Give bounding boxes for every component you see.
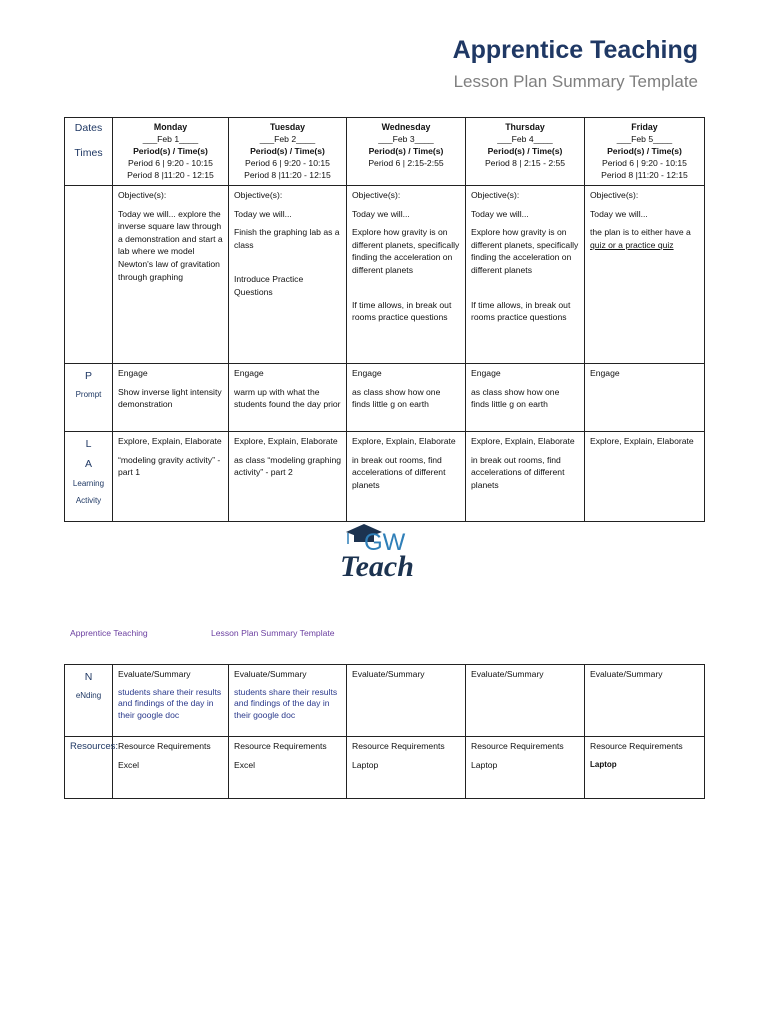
resource-text: Excel — [118, 759, 140, 770]
ending-label: Evaluate/Summary — [471, 669, 544, 679]
tuesday-prompt — [229, 364, 347, 432]
prompt-letter: P — [84, 370, 92, 382]
ending-label: Evaluate/Summary — [590, 669, 663, 679]
learning-activity-label-cell — [65, 432, 113, 522]
tuesday-header — [229, 118, 347, 186]
friday-activity — [585, 432, 705, 522]
monday-header — [113, 118, 229, 186]
wednesday-prompt — [347, 364, 466, 432]
prompt-label: Engage — [118, 368, 148, 378]
resource-text: Laptop — [352, 759, 379, 770]
prompt-text: warm up with what the students found the day prior — [234, 386, 341, 410]
activity-text: in break out rooms, find accelerations of different planets — [471, 454, 565, 490]
lesson-plan-table-continued — [64, 664, 705, 799]
monday-activity — [113, 432, 229, 522]
resource-text: Laptop — [471, 759, 498, 770]
ending-label: Evaluate/Summary — [118, 669, 191, 679]
document-subtitle: Lesson Plan Summary Template — [453, 72, 698, 91]
activity-label: Explore, Explain, Elaborate — [118, 436, 222, 446]
activity-text: in break out rooms, find accelerations of different planets — [352, 454, 446, 490]
objective-text: Today we will... — [352, 208, 410, 219]
friday-resources — [585, 737, 705, 799]
monday-objective — [113, 186, 229, 364]
objective-detail: If time allows, in break out rooms practice questions — [471, 299, 571, 323]
ending-text: students share their results and findings of the day in their google doc — [234, 686, 338, 720]
resource-label: Resource Requirements — [590, 741, 683, 751]
objective-text: Today we will... — [234, 208, 292, 219]
prompt-label: Engage — [471, 368, 501, 378]
objective-detail: Explore how gravity is on different planets, specifically finding the acceleration on different planets — [471, 227, 579, 275]
learning-letter-a: A — [84, 457, 92, 470]
prompt-label: Engage — [590, 368, 620, 378]
period-line: Period 6 | 9:20 - 10:15 — [602, 158, 687, 168]
ending-word: eNding — [75, 690, 102, 700]
objective-detail: Finish the graphing lab as a class — [234, 227, 340, 250]
dates-times-row — [65, 118, 705, 186]
gw-teach-logo — [338, 520, 438, 582]
resource-label: Resource Requirements — [471, 741, 564, 751]
thursday-objective — [466, 186, 585, 364]
dates-times-label-cell — [65, 118, 113, 186]
monday-ending — [113, 665, 229, 737]
day-name: Wednesday — [381, 122, 431, 132]
monday-resources — [113, 737, 229, 799]
wednesday-resources — [347, 737, 466, 799]
ending-label: Evaluate/Summary — [352, 669, 425, 679]
objective-label: Objective(s): — [352, 190, 401, 200]
resource-text: Excel — [234, 759, 256, 770]
tuesday-activity — [229, 432, 347, 522]
period-header: Period(s) / Time(s) — [250, 146, 325, 156]
day-name: Thursday — [505, 122, 545, 132]
day-name: Tuesday — [269, 122, 306, 132]
resource-label: Resource Requirements — [352, 741, 445, 751]
resources-label-cell — [65, 737, 119, 799]
period-header: Period(s) / Time(s) — [487, 146, 563, 156]
period-header: Period(s) / Time(s) — [368, 146, 444, 156]
ending-label: Evaluate/Summary — [234, 669, 307, 679]
period-line: Period 8 |11:20 - 12:15 — [244, 170, 331, 180]
objective-label: Objective(s): — [118, 190, 167, 200]
period-line: Period 8 |11:20 - 12:15 — [127, 170, 214, 180]
resource-text: Laptop — [590, 759, 617, 769]
logo-gw-text: GW — [364, 529, 406, 556]
activity-label: Explore, Explain, Elaborate — [234, 436, 338, 446]
objectives-row — [65, 186, 705, 364]
period-line: Period 8 |11:20 - 12:15 — [601, 170, 688, 180]
footer-left: Apprentice Teaching — [70, 628, 148, 638]
period-header: Period(s) / Time(s) — [133, 146, 208, 156]
prompt-label: Engage — [234, 368, 264, 378]
wednesday-activity — [347, 432, 466, 522]
quiz-link-text: quiz or a practice quiz — [590, 239, 674, 250]
day-name: Friday — [631, 122, 658, 132]
objective-label: Objective(s): — [590, 190, 639, 200]
tuesday-objective — [229, 186, 347, 364]
prompt-label-cell — [65, 364, 113, 432]
period-line: Period 6 | 9:20 - 10:15 — [245, 158, 330, 168]
times-label: Times — [74, 146, 103, 159]
prompt-word: Prompt — [75, 389, 102, 399]
friday-prompt — [585, 364, 705, 432]
prompt-label: Engage — [352, 368, 382, 378]
ending-text: students share their results and findings of the day in their google doc — [118, 686, 222, 720]
objective-text: Today we will... — [590, 208, 648, 219]
day-date: ___Feb 3____ — [378, 134, 434, 144]
objective-label: Objective(s): — [471, 190, 520, 200]
day-date: ___Feb 5____ — [616, 134, 673, 144]
objective-label: Objective(s): — [234, 190, 283, 200]
day-date: ___Feb 1____ — [142, 134, 199, 144]
objective-text: Today we will... — [471, 208, 529, 219]
wednesday-objective — [347, 186, 466, 364]
learning-letter-l: L — [85, 438, 92, 450]
activity-label: Explore, Explain, Elaborate — [471, 436, 575, 446]
thursday-activity — [466, 432, 585, 522]
logo-teach-text: Teach — [340, 550, 414, 582]
day-name: Monday — [153, 122, 188, 132]
ending-row — [65, 665, 705, 737]
activity-text: “modeling gravity activity” - part 1 — [118, 454, 221, 478]
objective-detail-text: the plan is to either have a — [590, 227, 691, 238]
period-line: Period 6 | 2:15-2:55 — [368, 158, 444, 168]
activity-label: Explore, Explain, Elaborate — [352, 436, 456, 446]
lesson-plan-table — [64, 117, 705, 522]
period-line: Period 6 | 9:20 - 10:15 — [128, 158, 213, 168]
activity-text: as class “modeling graphing activity” - part 2 — [234, 454, 342, 478]
objective-detail — [590, 226, 699, 251]
ending-letter: N — [84, 671, 93, 683]
thursday-resources — [466, 737, 585, 799]
friday-objective — [585, 186, 705, 364]
day-date: ___Feb 4____ — [497, 134, 553, 144]
resources-row — [65, 737, 705, 799]
day-date: ___Feb 2____ — [259, 134, 316, 144]
objective-text: Today we will... explore the inverse square law through a demonstration and start a lab where we model Newton's law of gravitation through graphing — [118, 208, 223, 282]
monday-prompt — [113, 364, 229, 432]
wednesday-ending — [347, 665, 466, 737]
resource-label: Resource Requirements — [234, 741, 327, 751]
learning-activity-row — [65, 432, 705, 522]
objective-detail: If time allows, in break out rooms practice questions — [352, 299, 452, 323]
footer-right: Lesson Plan Summary Template — [211, 628, 335, 638]
thursday-prompt — [466, 364, 585, 432]
tuesday-ending — [229, 665, 347, 737]
wednesday-header — [347, 118, 466, 186]
prompt-text: as class show how one finds little g on earth — [352, 386, 441, 410]
prompt-text: Show inverse light intensity demonstration — [118, 386, 222, 410]
resources-label: Resources: — [70, 741, 119, 752]
activity-label: Explore, Explain, Elaborate — [590, 436, 694, 446]
period-line: Period 8 | 2:15 - 2:55 — [484, 158, 566, 168]
friday-ending — [585, 665, 705, 737]
ending-label-cell — [65, 665, 113, 737]
objective-detail: Introduce Practice Questions — [234, 274, 304, 297]
document-title: Apprentice Teaching — [452, 36, 698, 64]
objectives-label-cell — [65, 186, 113, 364]
resource-label: Resource Requirements — [118, 741, 211, 751]
period-header: Period(s) / Time(s) — [607, 146, 682, 156]
prompt-row — [65, 364, 705, 432]
friday-header — [585, 118, 705, 186]
tuesday-resources — [229, 737, 347, 799]
learning-activity-word: Learning Activity — [72, 479, 105, 506]
prompt-text: as class show how one finds little g on earth — [471, 386, 560, 410]
dates-label: Dates — [74, 122, 103, 134]
thursday-ending — [466, 665, 585, 737]
thursday-header — [466, 118, 585, 186]
objective-detail: Explore how gravity is on different planets, specifically finding the acceleration on different planets — [352, 227, 460, 275]
